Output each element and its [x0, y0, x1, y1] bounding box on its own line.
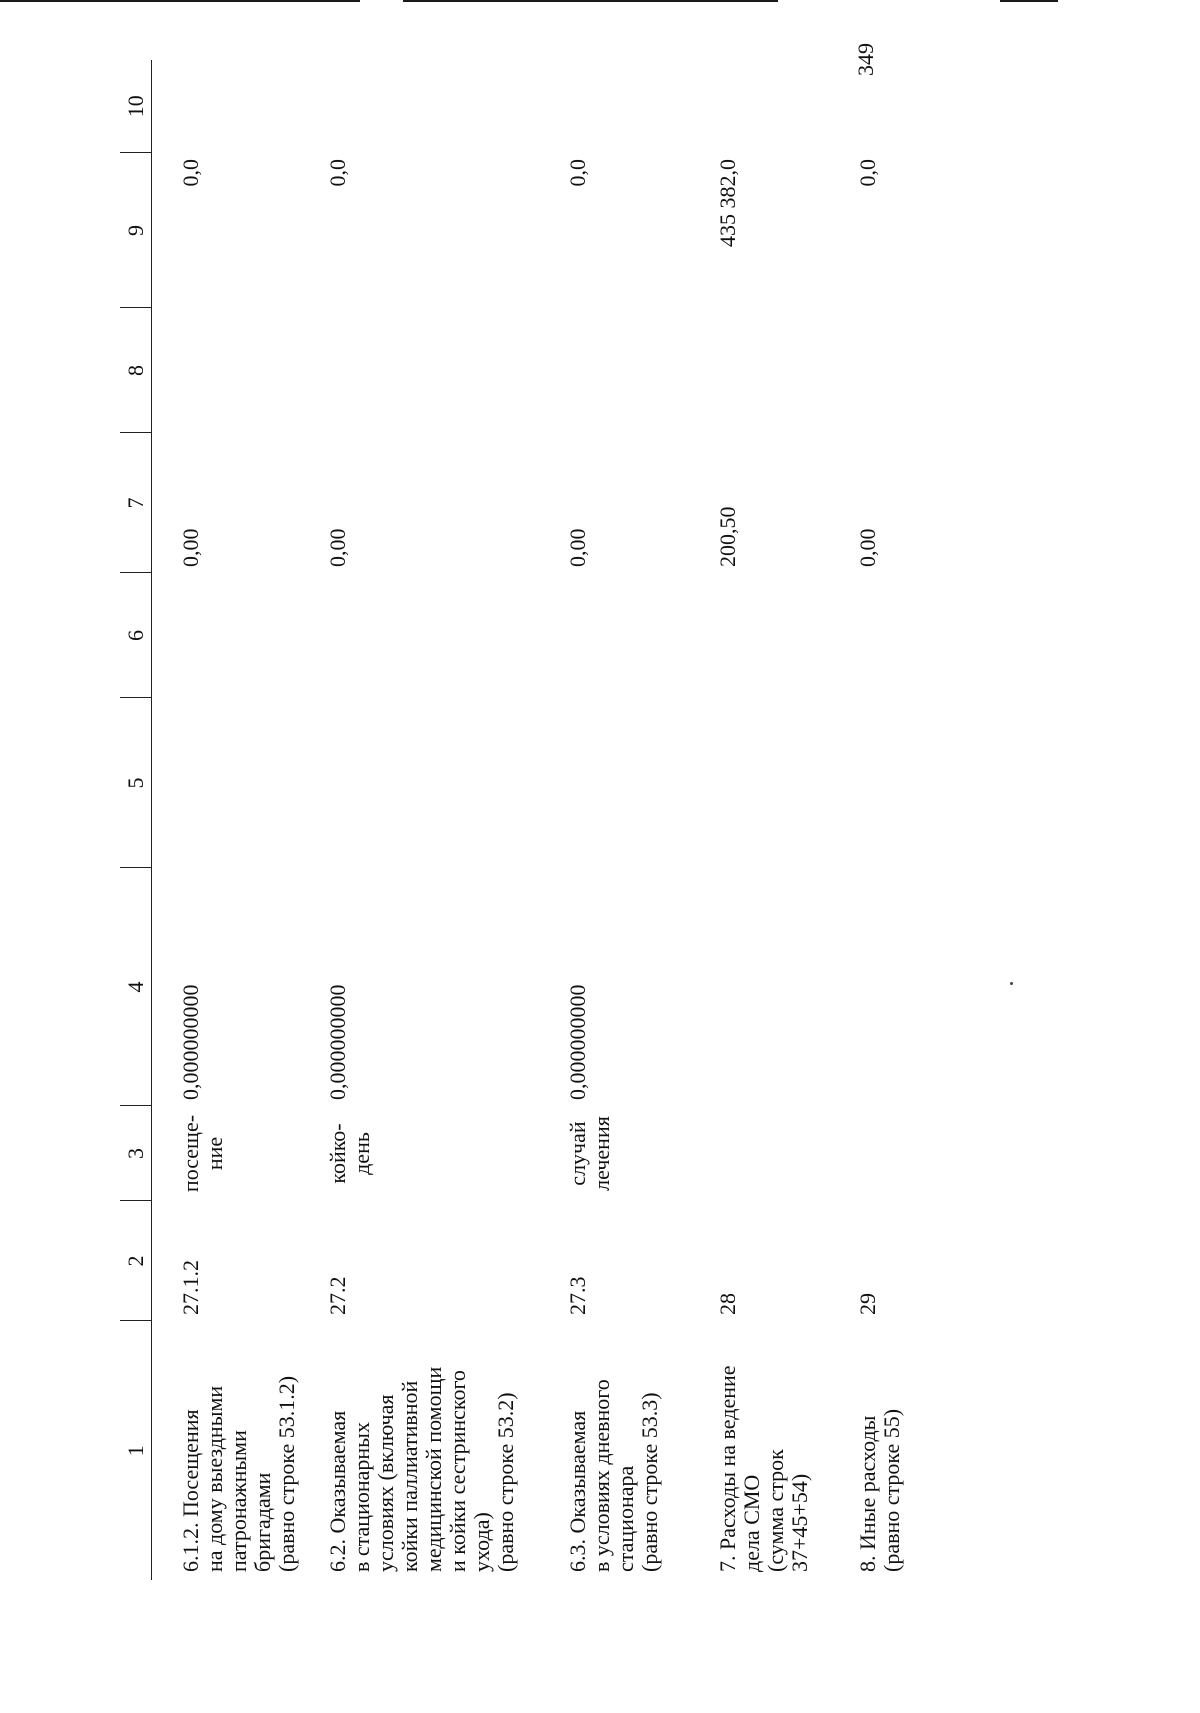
- cell-c10: [299, 60, 539, 153]
- cell-c8: [299, 308, 539, 433]
- row-unit: случай лечения: [565, 1116, 614, 1191]
- row-description: 8. Иные расходы (равно строке 55): [855, 1408, 904, 1572]
- cell-c9: 0,0: [178, 159, 203, 187]
- table-row: [299, 60, 539, 1580]
- cell-c7: 0,00: [325, 528, 350, 567]
- row-unit: посеще- ние: [178, 1114, 227, 1193]
- col-header: 10: [120, 60, 152, 153]
- cell-c6: [152, 573, 300, 698]
- cell-c7: 0,00: [855, 528, 880, 567]
- scan-edge-line: [0, 0, 360, 2]
- cell-c5: [829, 698, 919, 868]
- cell-c4: 0,000000000: [325, 984, 350, 1100]
- col-header: 6: [120, 573, 152, 698]
- row-code: 29: [855, 1293, 880, 1315]
- cell-c8: [689, 308, 829, 433]
- header-row: [120, 60, 152, 1580]
- cell-c5: [299, 698, 539, 868]
- table-row: [829, 60, 919, 1580]
- scan-edge-line: [1000, 0, 1058, 2]
- cell-c4: 0,000000000: [178, 984, 203, 1100]
- page-number: 349: [853, 43, 878, 76]
- scan-edge-line: [403, 0, 778, 2]
- cell-c9: 435 382,0: [715, 159, 740, 247]
- cell-c5: [539, 698, 689, 868]
- cell-c8: [829, 308, 919, 433]
- row-code: 27.3: [565, 1276, 590, 1315]
- cell-c7: 200,50: [715, 506, 740, 567]
- cell-c4: [689, 868, 829, 1106]
- col-header: 3: [120, 1106, 152, 1201]
- cell-c10: [539, 60, 689, 153]
- cell-c8: [152, 308, 300, 433]
- row-description: 6.3. Оказываемая в условиях дневного стационара (равно строке 53.3): [565, 1379, 662, 1572]
- cell-c4: [829, 868, 919, 1106]
- cell-c5: [689, 698, 829, 868]
- cell-c8: [539, 308, 689, 433]
- row-unit: [829, 1106, 919, 1201]
- row-code: 28: [715, 1293, 740, 1315]
- cell-c6: [539, 573, 689, 698]
- row-description: 6.1.2. Посещения на дому выездными патронажными бригадами (равно строке 53.1.2): [178, 1375, 299, 1572]
- cell-c9: 0,0: [325, 159, 350, 187]
- table-row: [689, 60, 829, 1580]
- table-row: [152, 60, 300, 1580]
- row-description: 7. Расходы на ведение дела СМО (сумма строк 37+45+54): [715, 1365, 812, 1572]
- col-header: 7: [120, 433, 152, 573]
- col-header: 9: [120, 153, 152, 308]
- cell-c6: [829, 573, 919, 698]
- cell-c6: [689, 573, 829, 698]
- row-unit: койко- день: [325, 1123, 374, 1184]
- col-header: 2: [120, 1201, 152, 1321]
- row-code: 27.2: [325, 1276, 350, 1315]
- cell-c10: [829, 60, 919, 153]
- cell-c10: [689, 60, 829, 153]
- row-description: 6.2. Оказываемая в стационарных условиях (включая койки паллиативной медицинской помощи и койки сестринского ухода) (равно строке 53.2): [325, 1366, 518, 1572]
- cell-c9: 0,0: [855, 159, 880, 187]
- cell-c5: [152, 698, 300, 868]
- cell-c7: 0,00: [565, 528, 590, 567]
- data-table: [120, 60, 919, 1580]
- col-header: 5: [120, 698, 152, 868]
- cell-c6: [299, 573, 539, 698]
- col-header: 1: [120, 1321, 152, 1580]
- cell-c10: [152, 60, 300, 153]
- row-code: 27.1.2: [178, 1260, 203, 1315]
- col-header: 8: [120, 308, 152, 433]
- col-header: 4: [120, 868, 152, 1106]
- row-unit: [689, 1106, 829, 1201]
- cell-c4: 0,000000000: [565, 984, 590, 1100]
- cell-c9: 0,0: [565, 159, 590, 187]
- cell-c7: 0,00: [178, 528, 203, 567]
- table-row: [539, 60, 689, 1580]
- rotated-table-container: [120, 60, 1200, 1580]
